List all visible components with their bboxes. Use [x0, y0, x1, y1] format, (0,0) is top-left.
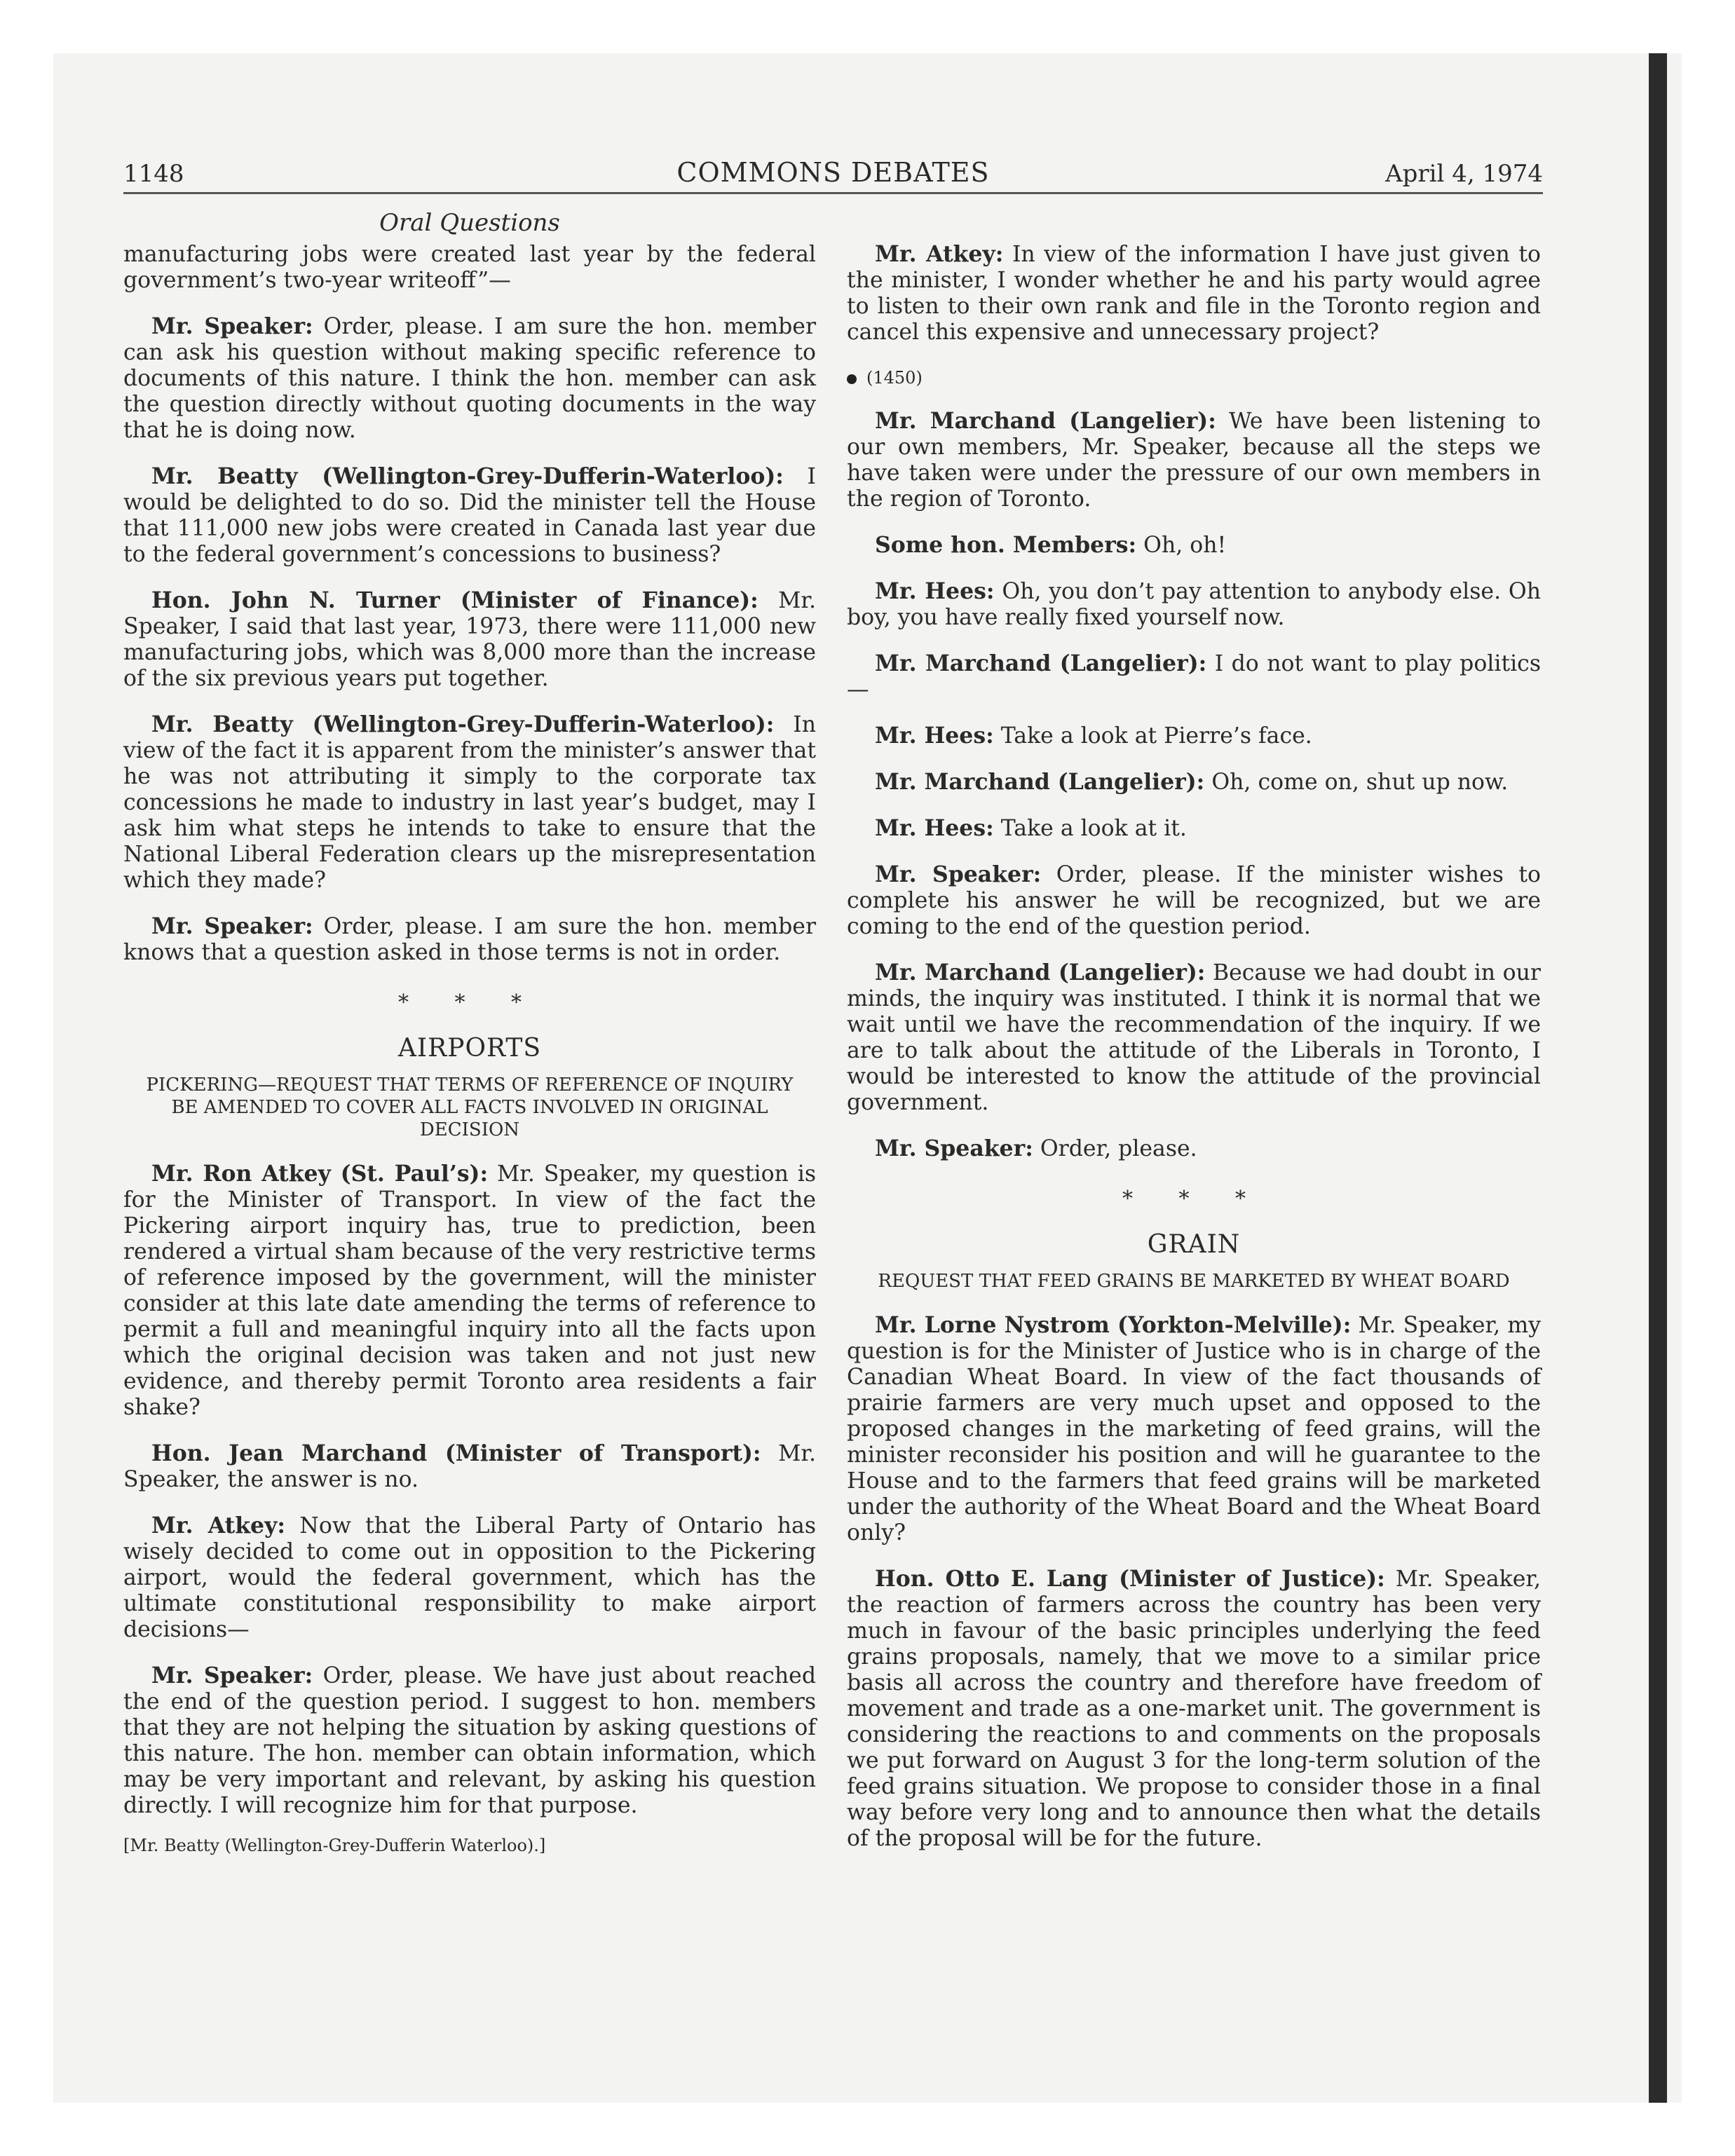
paragraph: manufacturing jobs were created last year by the federal government’s two-year writeoff”— [123, 242, 816, 293]
speaker-name: Some hon. Members: [875, 532, 1137, 558]
speaker-name: Mr. Beatty (Wellington-Grey-Dufferin-Waterloo): [151, 711, 775, 737]
paragraph: Mr. Ron Atkey (St. Paul’s): Mr. Speaker, my question is for the Minister of Transport. In view of the fact the Pickering airport inquiry has, true to prediction, been rendered a virtual sham because of the very restrictive terms of reference imposed by the government, will the minister consider at this late date amending the terms of reference to permit a full and meaningful inquiry into all the facts upon which the original decision was taken and not just new evidence, and thereby permit Toronto area residents a fair shake? [123, 1161, 816, 1420]
paragraph: Hon. John N. Turner (Minister of Finance): Mr. Speaker, I said that last year, 1973, there were 111,000 new manufacturing jobs, which was 8,000 more than the increase of the six previous years put together. [123, 587, 816, 691]
speaker-name: Mr. Marchand (Langelier): [875, 769, 1205, 795]
publication-title: COMMONS DEBATES [676, 157, 990, 188]
speaker-name: Mr. Beatty (Wellington-Grey-Dufferin-Waterloo): [151, 463, 784, 489]
topic-heading: AIRPORTS [397, 1034, 542, 1063]
topic-subheading: PICKERING—REQUEST THAT TERMS OF REFERENCE OF INQUIRY BE AMENDED TO COVER ALL FACTS INVOLVED IN ORIGINAL DECISION [146, 1074, 794, 1140]
paragraph: Mr. Beatty (Wellington-Grey-Dufferin-Waterloo): In view of the fact it is apparent from the minister’s answer that he was not attributing it simply to the corporate tax concessions he made to industry in last year’s budget, may I ask him what steps he intends to take to ensure that the National Liberal Federation clears up the misrepresentation which they made? [123, 711, 816, 893]
speaker-name: Mr. Marchand (Langelier): [875, 650, 1207, 676]
section-separator: * * * [1122, 1187, 1266, 1211]
speaker-name: Mr. Hees: [875, 578, 995, 604]
speaker-name: Hon. John N. Turner (Minister of Finance): [151, 587, 758, 613]
bullet-icon [847, 374, 857, 384]
paragraph: Hon. Otto E. Lang (Minister of Justice): Mr. Speaker, the reaction of farmers across the country has been very much in favour of the basic principles underlying the feed grains proposals, namely, that we move to a similar price basis all across the country and therefore have freedom of movement and trade as a one-market unit. The government is considering the reactions to and comments on the proposals we put forward on August 3 for the long-term solution of the feed grains situation. We propose to consider those in a final way before very long and to announce then what the details of the proposal will be for the future. [847, 1566, 1541, 1851]
topic-heading: GRAIN [1147, 1230, 1241, 1259]
speaker-name: Mr. Speaker: [875, 861, 1042, 887]
paragraph: Mr. Marchand (Langelier): We have been listening to our own members, Mr. Speaker, because all the steps we have taken were under the pressure of our own members in the region of Toronto. [847, 408, 1541, 512]
right-column [847, 241, 1541, 1871]
speaker-name: Mr. Speaker: [151, 1663, 313, 1688]
speaker-name: Mr. Ron Atkey (St. Paul’s): [151, 1161, 489, 1187]
paragraph: Mr. Atkey: In view of the information I have just given to the minister, I wonder whether he and his party would agree to listen to their own rank and file in the Toronto region and cancel this expensive and unnecessary project? [847, 241, 1541, 345]
speaker-name: Mr. Speaker: [151, 313, 313, 339]
speaker-note: [Mr. Beatty (Wellington-Grey-Dufferin Waterloo).] [123, 1836, 546, 1855]
paragraph: Mr. Lorne Nystrom (Yorkton-Melville): Mr. Speaker, my question is for the Minister of Justice who is in charge of the Canadian Wheat Board. In view of the fact thousands of prairie farmers are very much upset and opposed to the proposed changes in the marketing of feed grains, will the minister reconsider his position and will he guarantee to the House and to the farmers that feed grains will be marketed under the authority of the Wheat Board and the Wheat Board only? [847, 1312, 1541, 1546]
paragraph: Mr. Hees: Take a look at Pierre’s face. [875, 723, 1312, 749]
section-heading: Oral Questions [379, 209, 560, 237]
speaker-name: Mr. Lorne Nystrom (Yorkton-Melville): [875, 1312, 1352, 1338]
paragraph: Mr. Marchand (Langelier): Oh, come on, shut up now. [875, 769, 1509, 795]
speaker-name: Mr. Hees: [875, 815, 994, 841]
paragraph: Mr. Speaker: Order, please. [875, 1135, 1197, 1161]
page-number: 1148 [123, 160, 184, 188]
speaker-name: Mr. Speaker: [875, 1135, 1033, 1161]
paragraph: Mr. Marchand (Langelier): Because we had doubt in our minds, the inquiry was instituted. I think it is normal that we wait until we have the recommendation of the inquiry. If we are to talk about the attitude of the Liberals in Toronto, I would be interested to know the attitude of the provincial government. [847, 960, 1541, 1115]
paragraph: Hon. Jean Marchand (Minister of Transport): Mr. Speaker, the answer is no. [123, 1440, 816, 1492]
paragraph: Mr. Speaker: Order, please. I am sure the hon. member knows that a question asked in those terms is not in order. [123, 913, 817, 965]
paragraph: Mr. Atkey: Now that the Liberal Party of Ontario has wisely decided to come out in opposition to the Pickering airport, would the federal government, which has the ultimate constitutional responsibility to make airport decisions— [123, 1513, 816, 1642]
speaker-name: Mr. Hees: [875, 723, 994, 749]
speaker-name: Hon. Jean Marchand (Minister of Transport): [151, 1440, 761, 1466]
left-column [123, 210, 816, 1859]
page-date: April 4, 1974 [1385, 160, 1543, 188]
paragraph: Mr. Hees: Oh, you don’t pay attention to anybody else. Oh boy, you have really fixed yourself now. [847, 578, 1541, 630]
paragraph: Mr. Speaker: Order, please. If the minister wishes to complete his answer he will be recognized, but we are coming to the end of the question period. [847, 861, 1541, 939]
paragraph: Mr. Hees: Take a look at it. [875, 815, 1187, 841]
topic-subheading: REQUEST THAT FEED GRAINS BE MARKETED BY WHEAT BOARD [878, 1271, 1510, 1292]
speaker-name: Hon. Otto E. Lang (Minister of Justice): [875, 1566, 1385, 1592]
paragraph: Mr. Speaker: Order, please. I am sure the hon. member can ask his question without making specific reference to documents of this nature. I think the hon. member can ask the question directly without quoting documents in the way that he is doing now. [123, 313, 817, 443]
speaker-name: Mr. Marchand (Langelier): [875, 408, 1216, 434]
scan-edge-shadow [1649, 53, 1667, 2103]
speaker-name: Mr. Marchand (Langelier): [875, 960, 1206, 985]
speaker-name: Mr. Speaker: [151, 913, 313, 939]
paragraph: Mr. Beatty (Wellington-Grey-Dufferin-Waterloo): I would be delighted to do so. Did the minister tell the House that 111,000 new jobs were created in Canada last year due to the federal government’s concessions to business? [123, 463, 816, 567]
time-marker: (1450) [847, 365, 1541, 391]
page-header [123, 156, 1543, 194]
speaker-name: Mr. Atkey: [875, 241, 1004, 267]
paragraph: Some hon. Members: Oh, oh! [875, 532, 1227, 558]
paragraph: Mr. Speaker: Order, please. We have just about reached the end of the question period. I suggest to hon. members that they are not helping the situation by asking questions of this nature. The hon. member can obtain information, which may be very important and relevant, by asking his question directly. I will recognize him for that purpose. [123, 1663, 816, 1818]
paragraph: Mr. Marchand (Langelier): I do not want to play politics— [847, 650, 1541, 702]
speaker-name: Mr. Atkey: [151, 1513, 286, 1538]
section-separator: * * * [397, 990, 542, 1015]
